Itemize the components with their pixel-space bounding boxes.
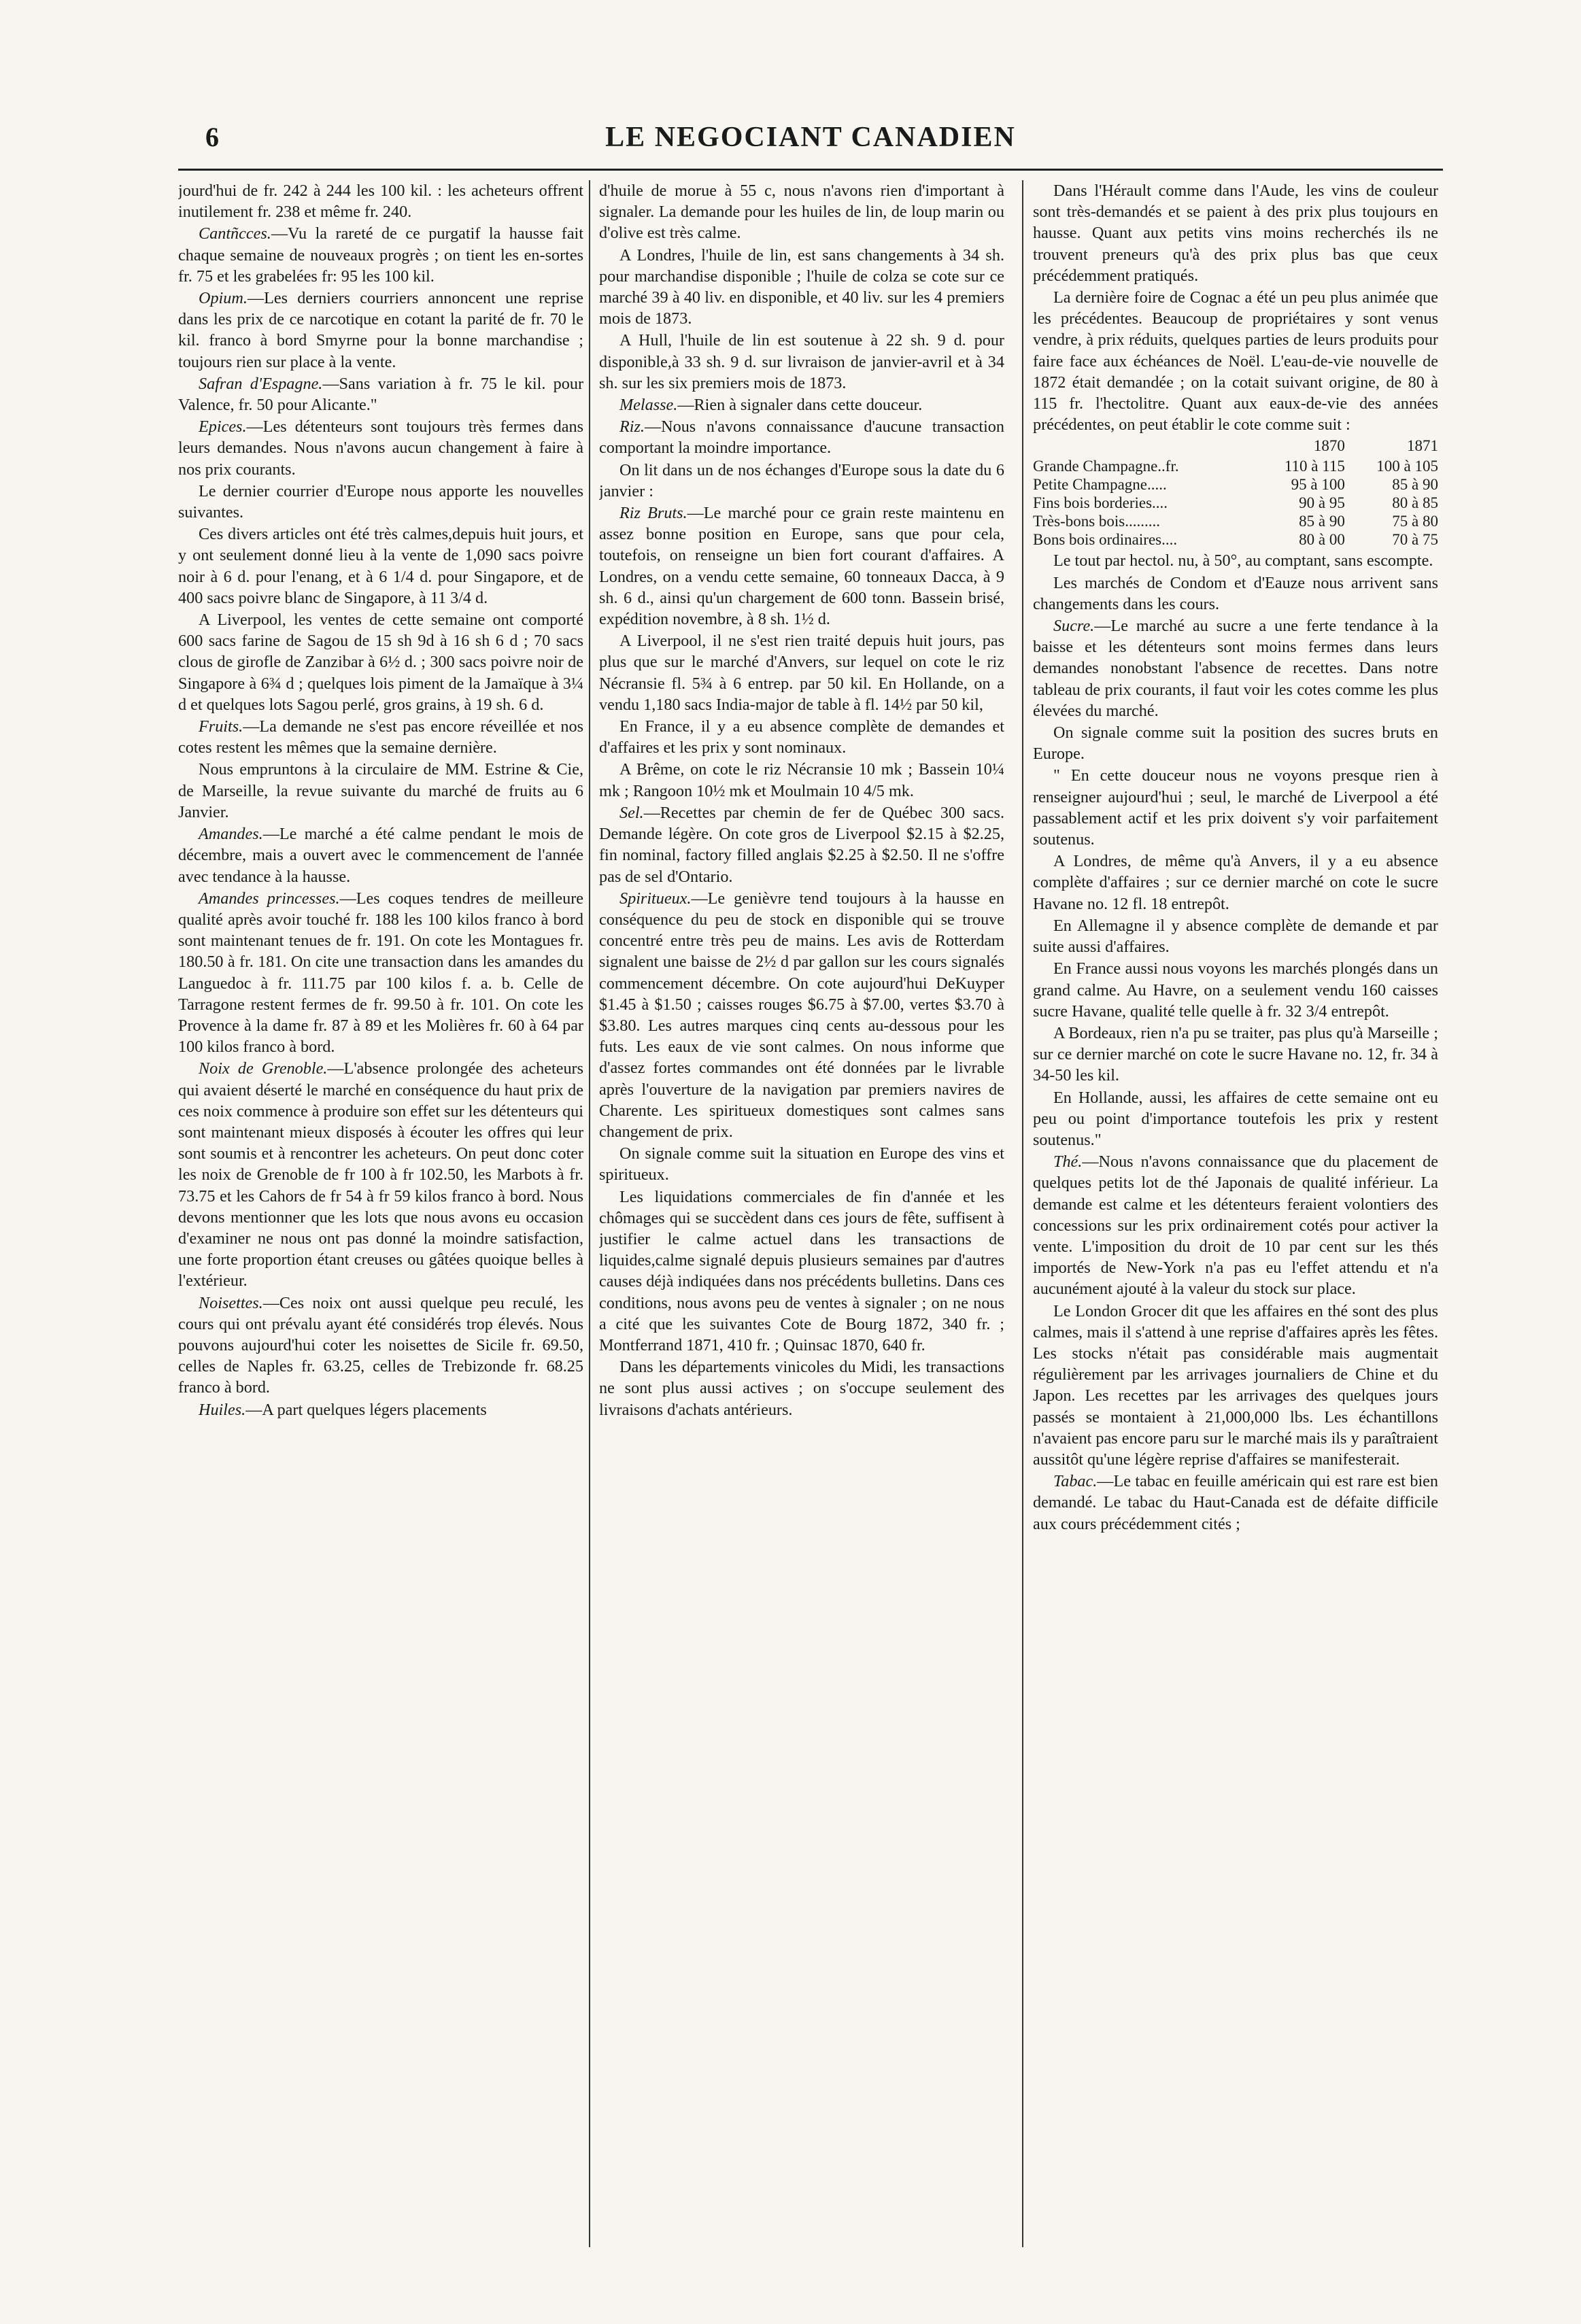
paragraph: Sucre.—Le marché au sucre a une ferte tendance à la baisse et les détenteurs sont moins fermes dans leurs demandes nonobstant l'absence de recettes. Dans notre tableau de prix courants, il faut voir les cotes comme les plus élevées du marché. (1033, 617, 1438, 720)
section-lead: Melasse. (619, 396, 678, 415)
section-lead: Safran d'Espagne. (199, 374, 323, 393)
table-cell-label: Petite Champagne..... (1033, 476, 1167, 494)
paragraph: Les marchés de Condom et d'Eauze nous arrivent sans changements dans les cours. (1033, 573, 1438, 613)
page-number: 6 (205, 122, 219, 152)
section-lead: Opium. (199, 289, 248, 308)
paragraph: Thé.—Nous n'avons connaissance que du placement de quelques petits lot de thé Japonais de qualité inférieur. La demande est calme et les détenteurs feraient volontiers des concessions sur les prix ordinairement cotés pour activer la vente. L'imposition du droit de 10 par cent sur les thés importés de New-York n'a pas eu l'effet attendu et n'a aucunément ajouté à la valeur du stock sur place. (1033, 1152, 1438, 1299)
paragraph: Les liquidations commerciales de fin d'année et les chômages qui se succèdent dans ces jours de fête, suffisent à justifier le calme actuel dans les transactions de liquides,calme signalé depuis plusieurs semaines par d'autres causes déjà indiquées dans nos précédents bulletins. Dans ces conditions, nous avons peu de ventes à signaler ; on ne nous a cité que les suivantes Cote de Bourg 1872, 340 fr. ; Montferrand 1871, 410 fr. ; Quinsac 1870, 640 fr. (599, 1187, 1004, 1354)
paragraph: Spiritueux.—Le genièvre tend toujours à la hausse en conséquence du peu de stock en disponible qui se trouve concentré entre très peu de mains. Les avis de Rotterdam signalent une baisse de 2½ d par gallon sur les cours signalés commencement décembre. On cote aujourd'hui DeKuyper $1.45 à $1.50 ; caisses rouges $6.75 à $7.00, vertes $3.70 à $3.80. Les autres marques cinq cents au-dessous pour les futs. Les eaux de vie sont calmes. On nous informe que d'assez fortes commandes ont été données par le livrable après l'ouverture de la navigation par premiers navires de Charente. Les spiritueux domestiques sont calmes sans changement de prix. (599, 889, 1004, 1141)
paragraph: Amandes princesses.—Les coques tendres de meilleure qualité après avoir touché fr. 188 les 100 kilos franco à bord sont maintenant tenues de fr. 191. On cote les Montagues fr. 180.50 à fr. 181. On cite une transaction dans les amandes du Languedoc à fr. 111.75 par 100 kilos f. a. b. Celle de Tarragone restent fermes de fr. 99.50 à fr. 101. On cote les Provence à la dame fr. 87 à 89 et les Molières fr. 60 à 64 par 100 kilos franco à bord. (178, 889, 583, 1057)
section-lead: Sucre. (1053, 617, 1095, 636)
paragraph: Tabac.—Le tabac en feuille américain qui est rare est bien demandé. Le tabac du Haut-Canada est de défaite difficile aux cours précédemment cités ; (1033, 1472, 1438, 1533)
table-cell-label: Grande Champagne..fr. (1033, 458, 1179, 475)
table-row (1033, 457, 1438, 475)
paragraph: Opium.—Les derniers courriers annoncent une reprise dans les prix de ce narcotique en cotant la parité de fr. 70 le kil. franco à bord Smyrne pour la bonne marchandise ; toujours rien sur place à la vente. (178, 289, 583, 371)
section-lead: Spiritueux. (619, 889, 692, 908)
section-lead: Sel. (619, 803, 644, 822)
page-header (178, 121, 1443, 169)
section-lead: Thé. (1053, 1152, 1083, 1172)
paragraph: Le London Grocer dit que les affaires en thé sont des plus calmes, mais il s'attend à une reprise d'affaires après les fêtes. Les stocks n'était pas considérable mais augmentait régulièrement par les arrivages journaliers de Chine et du Japon. Les recettes par les arrivages des quelques jours passés se montaient à 21,000,000 lbs. Les échantillons n'avaient pas encore paru sur le marché mais ils y paraîtraient aussitôt qu'une légère reprise d'affaires se manifesterait. (1033, 1301, 1438, 1469)
paragraph: A Liverpool, les ventes de cette semaine ont comporté 600 sacs farine de Sagou de 15 sh 9d à 16 sh 6 d ; 70 sacs clous de girofle de Zanzibar à 6½ d. ; 300 sacs poivre noir de Singapore à 6¾ d ; quelques lois piment de la Jamaïque à 3¼ d et quelques lots Sagou perlé, gros grains, à 19 sh. 6 d. (178, 611, 583, 714)
paragraph: A Brême, on cote le riz Nécransie 10 mk ; Bassein 10¼ mk ; Rangoon 10½ mk et Moulmain 10 4/5 mk. (599, 760, 1004, 800)
paragraph: jourd'hui de fr. 242 à 244 les 100 kil. : les acheteurs offrent inutilement fr. 238 et même fr. 240. (178, 182, 583, 222)
masthead-title: LE NEGOCIANT CANADIEN (605, 122, 1016, 153)
year-header: 1871 (1407, 437, 1438, 455)
table-cell: 70 à 75 (1392, 531, 1438, 549)
table-cell: 85 à 90 (1299, 513, 1345, 530)
cognac-price-table (1033, 437, 1438, 549)
paragraph: La dernière foire de Cognac a été un peu plus animée que les précédentes. Beaucoup de propriétaires y sont venus vendre, à prix réduits, quelques parties de leurs produits pour faire face aux échéances de Noël. L'eau-de-vie nouvelle de 1872 était demandée ; on la cotait suivant origine, de 80 à 115 fr. l'hectolitre. Quant aux eaux-de-vie des années précédentes, on peut établir le cote comme suit : (1033, 288, 1438, 434)
paragraph: A Londres, l'huile de lin, est sans changements à 34 sh. pour marchandise disponible ; l'huile de colza se cote sur ce marché 39 à 40 liv. en disponible, et 40 liv. sur les 4 premiers mois de 1873. (599, 245, 1004, 328)
paragraph: Sel.—Recettes par chemin de fer de Québec 300 sacs. Demande légère. On cote gros de Liverpool $2.15 à $2.25, fin nominal, factory filled anglais $2.25 à $2.50. Il ne s'offre pas de sel d'Ontario. (599, 803, 1004, 886)
section-lead: Noix de Grenoble. (199, 1059, 328, 1078)
table-row (1033, 475, 1438, 494)
section-lead: Riz Bruts. (619, 504, 687, 523)
paragraph: Ces divers articles ont été très calmes,depuis huit jours, et y ont seulement donné lieu à la vente de 1,090 sacs poivre noir à 6 d. pour l'enang, et à 6 1/4 d. pour Singapore, et de 400 sacs poivre blanc de Singapore, à 11 3/4 d. (178, 525, 583, 607)
table-cell: 95 à 100 (1291, 476, 1345, 494)
section-lead: Epices. (199, 417, 247, 437)
paragraph: Nous empruntons à la circulaire de MM. Estrine & Cie, de Marseille, la revue suivante du marché de fruits au 6 Janvier. (178, 760, 583, 821)
paragraph: On signale comme suit la situation en Europe des vins et spiritueux. (599, 1144, 1004, 1184)
paragraph: On lit dans un de nos échanges d'Europe sous la date du 6 janvier : (599, 460, 1004, 500)
paragraph: " En cette douceur nous ne voyons presque rien à renseigner aujourd'hui ; seul, le marché de Liverpool a été passablement actif et les prix doivent s'y voir parfaitement soutenus. (1033, 766, 1438, 849)
header-rule (178, 169, 1443, 171)
section-lead: Amandes princesses. (199, 889, 340, 908)
paragraph: Le dernier courrier d'Europe nous apporte les nouvelles suivantes. (178, 481, 583, 522)
paragraph: En France, il y a eu absence complète de demandes et d'affaires et les prix y sont nominaux. (599, 717, 1004, 757)
paragraph: Noisettes.—Ces noix ont aussi quelque peu reculé, les cours qui ont prévalu ayant été considérés trop élevés. Nous pouvons aujourd'hui coter les noisettes de Sicile fr. 69.50, celles de Naples fr. 63.25, celles de Trebizonde fr. 68.25 franco à bord. (178, 1293, 583, 1397)
section-lead: Riz. (619, 417, 645, 437)
paragraph: A Bordeaux, rien n'a pu se traiter, pas plus qu'à Marseille ; sur ce dernier marché on cote le sucre Havane no. 12, fr. 34 à 34-50 les kil. (1033, 1023, 1438, 1085)
column-divider (589, 180, 590, 2247)
table-cell: 80 à 00 (1299, 531, 1345, 549)
paragraph: On signale comme suit la position des sucres bruts en Europe. (1033, 723, 1438, 764)
table-row (1033, 512, 1438, 530)
paragraph: En Hollande, aussi, les affaires de cette semaine ont eu peu ou point d'importance toutefois les prix y restent soutenus." (1033, 1088, 1438, 1149)
year-header: 1870 (1313, 437, 1345, 455)
paragraph: Melasse.—Rien à signaler dans cette douceur. (619, 396, 923, 415)
paragraph: d'huile de morue à 55 c, nous n'avons rien d'important à signaler. La demande pour les huiles de lin, de loup marin ou d'olive est très calme. (599, 182, 1004, 243)
paragraph: En France aussi nous voyons les marchés plongés dans un grand calme. Au Havre, on a seulement vendu 160 caisses sucre Havane, qualité telle quelle à fr. 32 3/4 entrepôt. (1033, 959, 1438, 1021)
paragraph: A Liverpool, il ne s'est rien traité depuis huit jours, pas plus que sur le marché d'Anvers, sur lequel on cote le riz Nécransie fl. 5¾ à 6 entrep. par 50 kil. En Hollande, on a vendu 1,180 sacs India-major de table à fl. 14½ par 50 kil, (599, 632, 1004, 714)
table-cell-label: Fins bois borderies.... (1033, 494, 1168, 512)
table-cell-label: Bons bois ordinaires.... (1033, 531, 1178, 549)
table-cell: 75 à 80 (1392, 513, 1438, 530)
paragraph: A Hull, l'huile de lin est soutenue à 22 sh. 9 d. pour disponible,à 33 sh. 9 d. sur livraison de janvier-avril et à 34 sh. sur les six premiers mois de 1873. (599, 331, 1004, 392)
paragraph: En Allemagne il y absence complète de demande et par suite aussi d'affaires. (1033, 916, 1438, 957)
section-lead: Tabac. (1053, 1472, 1098, 1491)
section-lead: Fruits. (199, 717, 243, 736)
paragraph: Safran d'Espagne.—Sans variation à fr. 75 le kil. pour Valence, fr. 50 pour Alicante." (178, 374, 583, 415)
paragraph: Dans l'Hérault comme dans l'Aude, les vins de couleur sont très-demandés et se paient à des prix plus toujours en hausse. Quant aux petits vins moins recherchés ils ne trouvent preneurs qu'à des prix plus bas que ceux précédemment pratiqués. (1033, 182, 1438, 285)
table-row (1033, 530, 1438, 549)
paragraph: Noix de Grenoble.—L'absence prolongée des acheteurs qui avaient déserté le marché en conséquence du haut prix de ces noix commence à produire son effet sur les détenteurs qui sont maintenant mieux disposés à écouter les offres qui leur sont soumis et à rencontrer les acheteurs. On peut donc coter les noix de Grenoble de fr 100 à fr 102.50, les Marbots à fr. 73.75 et les Cahors de fr 54 à fr 59 kilos franco à bord. Nous devons mentionner que les lots que nous avons eu occasion d'examiner ne nous ont pas donné la moindre satisfaction, une forte proportion étant creuses ou gâtées quoique belles à l'extérieur. (178, 1059, 583, 1291)
table-cell-label: Très-bons bois......... (1033, 513, 1161, 530)
paragraph: Riz Bruts.—Le marché pour ce grain reste maintenu en assez bonne position en Europe, sans que pour cela, toutefois, on renseigne un bien fort courant d'affaires. A Londres, on a vendu cette semaine, 60 tonneaux Dacca, à 9 sh. 6 d., ainsi qu'un chargement de 600 tonn. Bassein brisé, expédition novembre, à 8 sh. 1½ d. (599, 504, 1004, 629)
table-cell: 80 à 85 (1392, 494, 1438, 512)
section-lead: Amandes. (199, 825, 263, 844)
table-cell: 85 à 90 (1392, 476, 1438, 494)
column-3 (1033, 180, 1438, 2247)
paragraph: Fruits.—La demande ne s'est pas encore réveillée et nos cotes restent les mêmes que la semaine dernière. (178, 717, 583, 757)
section-lead: Cantñcces. (199, 224, 271, 243)
paragraph: Le tout par hectol. nu, à 50°, au comptant, sans escompte. (1053, 551, 1433, 570)
paragraph: Epices.—Les détenteurs sont toujours très fermes dans leurs demandes. Nous n'avons aucun changement à faire à nos prix courants. (178, 417, 583, 479)
paragraph: Amandes.—Le marché a été calme pendant le mois de décembre, mais a ouvert avec le commencement de l'année avec tendance à la hausse. (178, 825, 583, 886)
paragraph: Cantñcces.—Vu la rareté de ce purgatif la hausse fait chaque semaine de nouveaux progrès ; on tient les en-sortes fr. 75 et les grabelées fr: 95 les 100 kil. (178, 224, 583, 286)
table-cell: 90 à 95 (1299, 494, 1345, 512)
section-lead: Noisettes. (199, 1293, 263, 1312)
section-lead: Huiles. (199, 1400, 246, 1419)
paragraph: Huiles.—A part quelques légers placements (199, 1400, 487, 1419)
paragraph: A Londres, de même qu'à Anvers, il y a eu absence complète d'affaires ; sur ce dernier marché on cote le sucre Havane no. 12 fl. 18 entrepôt. (1033, 852, 1438, 913)
table-cell: 100 à 105 (1376, 458, 1438, 475)
table-header-row (1033, 437, 1438, 457)
paragraph: Dans les départements vinicoles du Midi, les transactions ne sont plus aussi actives ; on s'occupe seulement des livraisons d'achats antérieurs. (599, 1358, 1004, 1419)
table-row (1033, 494, 1438, 512)
paragraph: Riz.—Nous n'avons connaissance d'aucune transaction comportant la moindre importance. (599, 417, 1004, 458)
column-divider (1022, 180, 1023, 2247)
table-cell: 110 à 115 (1284, 458, 1345, 475)
column-2 (599, 180, 1004, 2247)
column-1 (178, 180, 583, 2247)
